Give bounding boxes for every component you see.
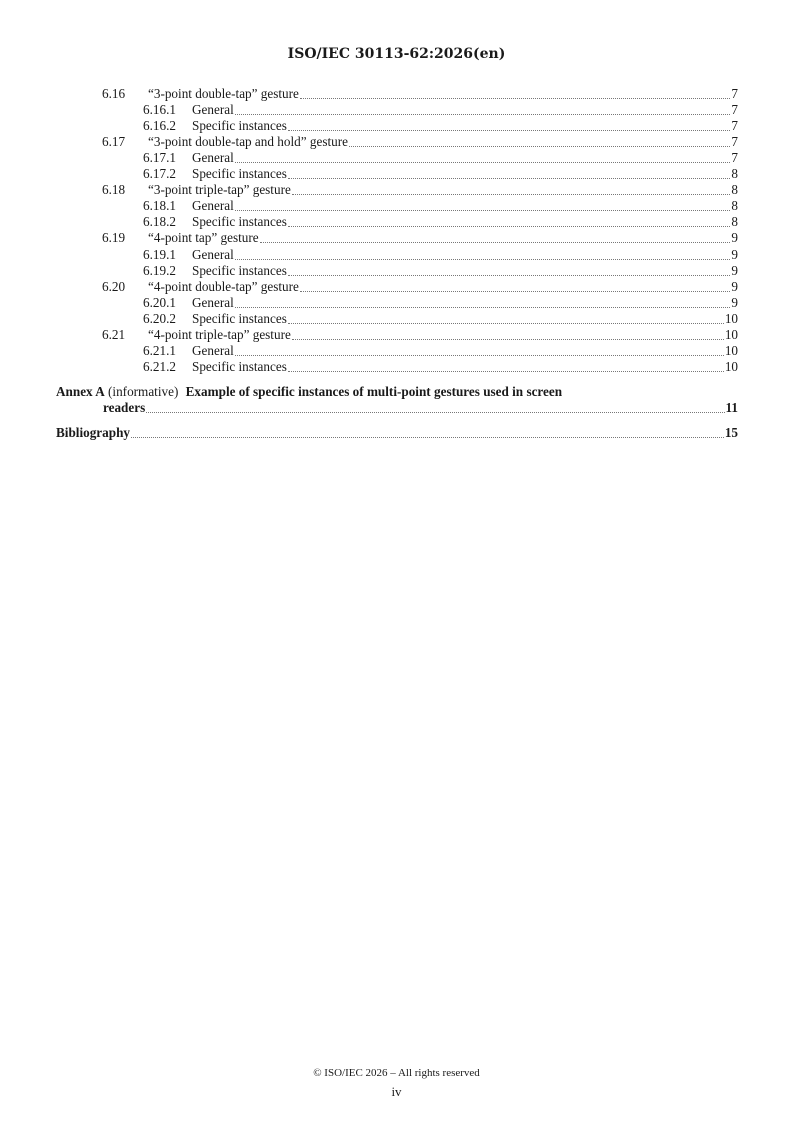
toc-entry-title: “4-point double-tap” gesture bbox=[148, 279, 299, 294]
toc-entry-number: 6.21.1 bbox=[143, 343, 176, 358]
toc-entry-number: 6.19.2 bbox=[143, 263, 176, 278]
toc-entry-number: 6.20 bbox=[102, 279, 126, 294]
toc-entry-title: Specific instances bbox=[192, 214, 287, 229]
bibliography-label: Bibliography bbox=[56, 425, 131, 440]
toc-entry-title: “3-point triple-tap” gesture bbox=[148, 182, 291, 197]
toc-entry-page: 7 bbox=[731, 134, 738, 149]
toc-entry-page: 9 bbox=[731, 295, 738, 310]
toc-entry-number: 6.17 bbox=[102, 134, 126, 149]
toc-entry-title: General bbox=[192, 247, 234, 262]
toc-leader-dots bbox=[349, 146, 730, 147]
toc-subsection-entry[interactable] bbox=[143, 214, 738, 230]
toc-leader-dots bbox=[292, 194, 731, 195]
toc-entry-page: 7 bbox=[731, 150, 738, 165]
toc-leader-dots bbox=[292, 339, 724, 340]
toc-section-entry[interactable] bbox=[102, 182, 738, 198]
toc-entry-page: 10 bbox=[724, 327, 738, 342]
toc-entry-page: 8 bbox=[731, 166, 738, 181]
toc-subsection-entry[interactable] bbox=[143, 343, 738, 359]
toc-entry-number: 6.16.1 bbox=[143, 102, 176, 117]
toc-subsection-entry[interactable] bbox=[143, 118, 738, 134]
toc-entry-title: General bbox=[192, 102, 234, 117]
toc-entry-page: 8 bbox=[731, 198, 738, 213]
toc-subsection-entry[interactable] bbox=[143, 263, 738, 279]
annex-title-line1: Example of specific instances of multi-point gestures used in screen bbox=[185, 384, 563, 399]
toc-entry-title: “3-point double-tap and hold” gesture bbox=[148, 134, 348, 149]
toc-leader-dots bbox=[288, 178, 731, 179]
toc-bibliography-entry[interactable] bbox=[56, 425, 738, 441]
toc-entry-number: 6.18.2 bbox=[143, 214, 176, 229]
toc-entry-page: 9 bbox=[731, 279, 738, 294]
toc-entry-number: 6.17.1 bbox=[143, 150, 176, 165]
toc-leader-dots bbox=[131, 437, 724, 438]
toc-entry-title: General bbox=[192, 343, 234, 358]
toc-entry-title: Specific instances bbox=[192, 263, 287, 278]
copyright-footer: © ISO/IEC 2026 – All rights reserved bbox=[313, 1067, 480, 1079]
toc-entry-title: Specific instances bbox=[192, 311, 287, 326]
toc-entry-number: 6.20.1 bbox=[143, 295, 176, 310]
toc-entry-number: 6.16 bbox=[102, 86, 126, 101]
toc-annex-entry-continued[interactable] bbox=[103, 400, 738, 416]
toc-section-entry[interactable] bbox=[102, 86, 738, 102]
toc-leader-dots bbox=[235, 162, 731, 163]
toc-leader-dots bbox=[288, 323, 724, 324]
toc-entry-title: General bbox=[192, 198, 234, 213]
document-header: ISO/IEC 30113-62:2026(en) bbox=[287, 46, 506, 62]
annex-type: (informative) bbox=[108, 384, 179, 399]
toc-section-entry[interactable] bbox=[102, 134, 738, 150]
toc-entry-number: 6.19.1 bbox=[143, 247, 176, 262]
toc-leader-dots bbox=[235, 210, 731, 211]
toc-entry-title: “4-point tap” gesture bbox=[148, 230, 259, 245]
toc-leader-dots bbox=[235, 114, 731, 115]
toc-entry-number: 6.19 bbox=[102, 230, 126, 245]
page-number: iv bbox=[391, 1084, 402, 1099]
toc-entry-page: 7 bbox=[731, 102, 738, 117]
toc-subsection-entry[interactable] bbox=[143, 150, 738, 166]
toc-leader-dots bbox=[235, 307, 731, 308]
toc-subsection-entry[interactable] bbox=[143, 198, 738, 214]
toc-subsection-entry[interactable] bbox=[143, 102, 738, 118]
toc-leader-dots bbox=[260, 242, 731, 243]
toc-entry-number: 6.16.2 bbox=[143, 118, 176, 133]
annex-label: Annex A bbox=[56, 384, 105, 399]
toc-entry-title: General bbox=[192, 150, 234, 165]
annex-page: 11 bbox=[725, 400, 738, 415]
toc-subsection-entry[interactable] bbox=[143, 311, 738, 327]
toc-section-entry[interactable] bbox=[102, 230, 738, 246]
toc-leader-dots bbox=[288, 130, 731, 131]
toc-leader-dots bbox=[288, 275, 731, 276]
toc-entry-page: 10 bbox=[724, 359, 738, 374]
toc-subsection-entry[interactable] bbox=[143, 166, 738, 182]
toc-entry-title: Specific instances bbox=[192, 166, 287, 181]
toc-entry-title: “4-point triple-tap” gesture bbox=[148, 327, 291, 342]
toc-leader-dots bbox=[300, 98, 731, 99]
toc-entry-number: 6.20.2 bbox=[143, 311, 176, 326]
toc-entry-title: “3-point double-tap” gesture bbox=[148, 86, 299, 101]
toc-entry-page: 9 bbox=[731, 263, 738, 278]
toc-entry-page: 9 bbox=[731, 247, 738, 262]
toc-leader-dots bbox=[288, 371, 724, 372]
toc-leader-dots bbox=[146, 412, 724, 413]
toc-entry-number: 6.21.2 bbox=[143, 359, 176, 374]
toc-entry-title: Specific instances bbox=[192, 359, 287, 374]
toc-entry-page: 8 bbox=[731, 182, 738, 197]
toc-leader-dots bbox=[288, 226, 731, 227]
toc-subsection-entry[interactable] bbox=[143, 295, 738, 311]
toc-section-entry[interactable] bbox=[102, 327, 738, 343]
toc-subsection-entry[interactable] bbox=[143, 247, 738, 263]
toc-entry-number: 6.17.2 bbox=[143, 166, 176, 181]
toc-leader-dots bbox=[235, 259, 731, 260]
toc-leader-dots bbox=[235, 355, 724, 356]
toc-leader-dots bbox=[300, 291, 731, 292]
annex-title-line2: readers bbox=[103, 400, 146, 415]
toc-entry-page: 7 bbox=[731, 118, 738, 133]
toc-entry-title: Specific instances bbox=[192, 118, 287, 133]
toc-entry-number: 6.18.1 bbox=[143, 198, 176, 213]
toc-section-entry[interactable] bbox=[102, 279, 738, 295]
toc-subsection-entry[interactable] bbox=[143, 359, 738, 375]
toc-entry-page: 8 bbox=[731, 214, 738, 229]
toc-entry-number: 6.18 bbox=[102, 182, 126, 197]
toc-entry-number: 6.21 bbox=[102, 327, 126, 342]
toc-annex-entry[interactable] bbox=[56, 384, 738, 400]
toc-entry-page: 10 bbox=[724, 311, 738, 326]
bibliography-page: 15 bbox=[724, 425, 738, 440]
toc-entry-page: 9 bbox=[731, 230, 738, 245]
toc-entry-page: 10 bbox=[724, 343, 738, 358]
toc-entry-page: 7 bbox=[731, 86, 738, 101]
toc-entry-title: General bbox=[192, 295, 234, 310]
